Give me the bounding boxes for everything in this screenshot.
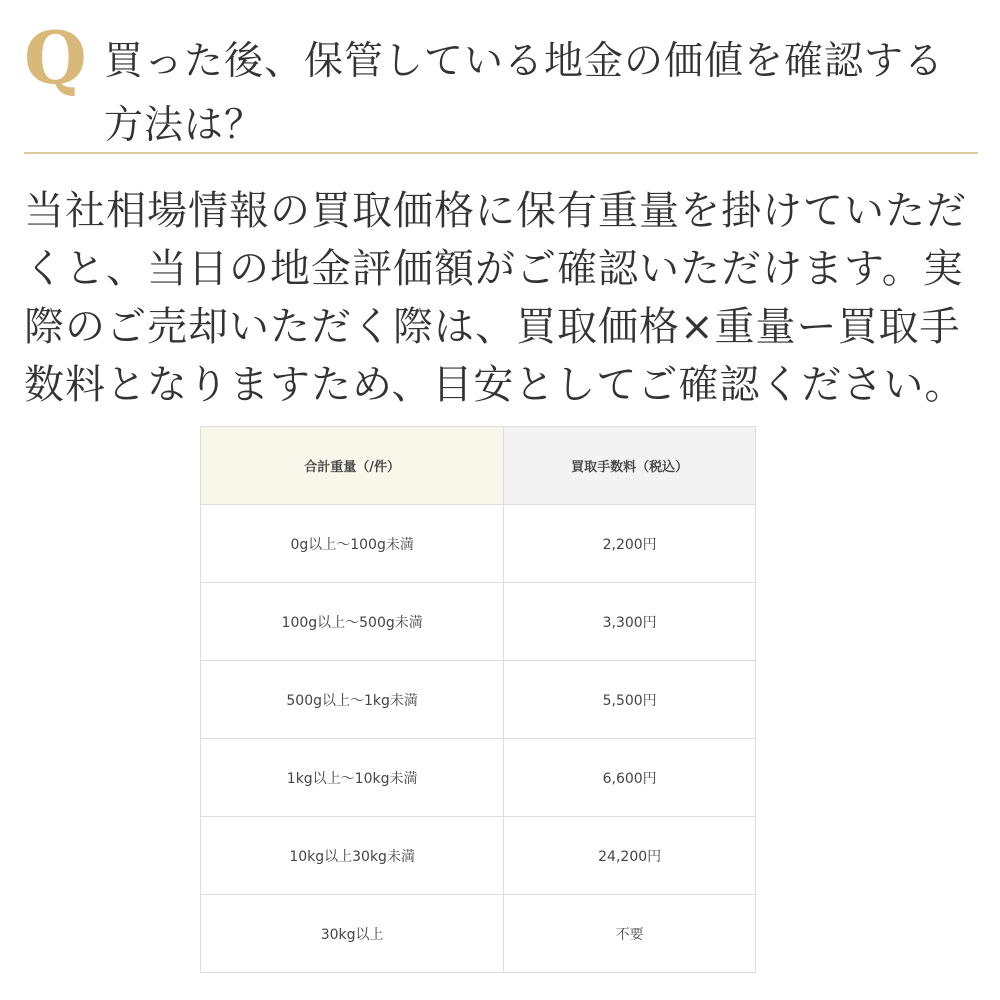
table-row (201, 505, 756, 583)
fee-table (200, 426, 756, 973)
table-row (201, 661, 756, 739)
fee-cell: 不要 (504, 895, 756, 973)
weight-cell: 10kg以上30kg未満 (201, 817, 504, 895)
table-header-row (201, 427, 756, 505)
question-text: 買った後、保管している地金の価値を確認する方法は？ (104, 39, 945, 148)
weight-cell: 30kg以上 (201, 895, 504, 973)
table-row (201, 817, 756, 895)
faq-question (24, 15, 978, 154)
fee-cell: 5,500円 (504, 661, 756, 739)
column-header-fee: 買取手数料（税込） (504, 427, 756, 505)
weight-cell: 1kg以上〜10kg未満 (201, 739, 504, 817)
fee-cell: 2,200円 (504, 505, 756, 583)
table-row (201, 739, 756, 817)
answer-text: 当社相場情報の買取価格に保有重量を掛けていただくと、当日の地金評価額がご確認いただけます。実際のご売却いただく際は、買取価格×重量ー買取手数料となりますため、目安としてご確認ください。 (24, 188, 967, 408)
weight-cell: 500g以上〜1kg未満 (201, 661, 504, 739)
weight-cell: 0g以上〜100g未満 (201, 505, 504, 583)
fee-cell: 3,300円 (504, 583, 756, 661)
table-row (201, 895, 756, 973)
table-row (201, 583, 756, 661)
column-header-weight: 合計重量（/件） (201, 427, 504, 505)
fee-cell: 6,600円 (504, 739, 756, 817)
q-mark-icon: Q (24, 15, 87, 100)
weight-cell: 100g以上〜500g未満 (201, 583, 504, 661)
fee-cell: 24,200円 (504, 817, 756, 895)
